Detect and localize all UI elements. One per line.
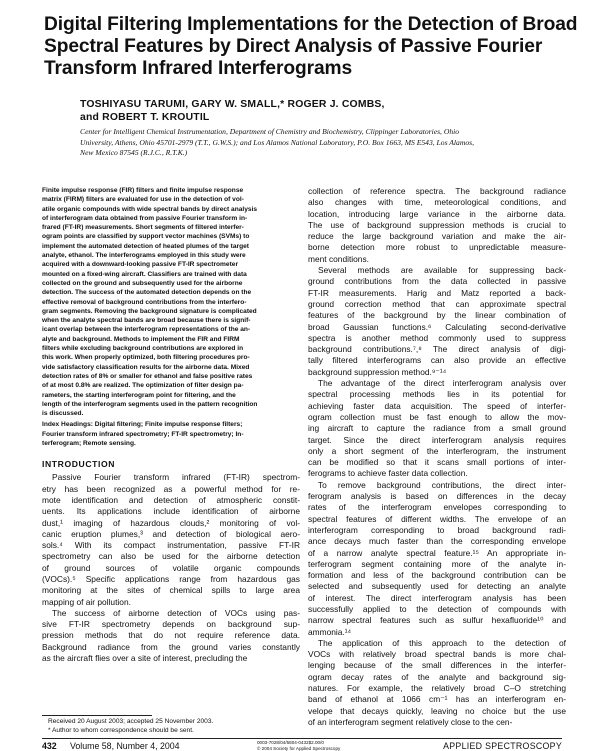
page-number: 432 — [42, 741, 57, 751]
text-line: The application of this approach to the detection of — [318, 637, 566, 648]
intro-paragraph-1 — [42, 472, 300, 608]
text-line: monitoring at the sites of chemical spills to large area — [42, 585, 300, 596]
text-line: * Author to whom correspondence should be sent. — [48, 727, 194, 734]
text-line: tally filtered interferograms can also provide an effective — [308, 355, 566, 366]
text-line: only a short segment of the interferogram, the instrument — [308, 445, 566, 456]
footer-rule — [42, 738, 562, 739]
issn-copyright — [257, 740, 340, 751]
text-line: alyte and background. Methods to implement the FIR and FIRM — [42, 335, 240, 343]
text-line: of a narrow analyte spectral feature.¹⁵ An appropriate in- — [308, 547, 566, 558]
text-line: To remove background contributions, the direct inter- — [318, 479, 566, 490]
text-line: implement the automated detection of heated plumes of the target — [42, 242, 249, 250]
text-line: Several methods are available for suppressing back- — [318, 265, 566, 276]
text-line: selected and subsequently used for detecting an analyte — [308, 581, 566, 592]
text-line: dust,¹ imaging of hazardous clouds,² monitoring of vol- — [42, 517, 300, 528]
text-line: velope that decays quickly, leaving no choice but the use — [308, 705, 566, 716]
footnote-rule — [42, 715, 152, 716]
text-line: canic eruption plumes,³ and detection of biological aero- — [42, 528, 300, 539]
text-line: borne detection more robust to unpredictable measure- — [308, 242, 566, 253]
text-line: of at most 0.8% are realized. The optimization of filter design pa- — [42, 382, 244, 390]
text-line: interferogram corresponding to broad background radi- — [308, 524, 566, 535]
text-line: rameters, the starting interferogram point for filtering, and the — [42, 391, 236, 399]
text-line: broad Gaussian functions.⁶ Calculating second-derivative — [308, 321, 566, 332]
text-line: ogram decay rates of the analyte and background sig- — [308, 671, 566, 682]
copyright-line: © 2004 Society for Applied Spectroscopy — [257, 745, 341, 751]
text-line: detection rates of 8% or smaller for ethanol and false positive rates — [42, 372, 253, 380]
text-line: vide satisfactory classification results for the airborne data. Mixed — [42, 363, 250, 371]
section-heading-introduction: INTRODUCTION — [42, 459, 116, 470]
right-column — [308, 186, 566, 728]
text-line: Fourier transform infrared spectrometry; FT-IR spectrometry; In- — [42, 430, 244, 438]
text-line: length of the interferogram segments used in the pattern recognition — [42, 400, 258, 408]
page-footer — [42, 740, 562, 750]
volume-info: Volume 58, Number 4, 2004 — [70, 741, 180, 751]
text-line: collection of reference spectra. The background radiance — [308, 186, 566, 196]
text-line: Received 20 August 2003; accepted 25 November 2003. — [48, 718, 214, 725]
text-line: icant overlap between the interferogram representations of the an- — [42, 326, 251, 334]
text-line: ogram collection must be fast enough to allow the mov- — [308, 411, 566, 422]
journal-name: APPLIED SPECTROSCOPY — [443, 741, 562, 751]
text-line: ment conditions. — [308, 253, 369, 264]
abstract — [42, 186, 300, 418]
text-line: background suppression method.⁹⁻¹⁴ — [308, 366, 447, 377]
text-line: ance decays much faster than the corresponding envelope — [308, 536, 566, 547]
paragraph-broad-bands — [308, 638, 566, 728]
left-column — [42, 186, 300, 664]
text-line: University, Athens, Ohio 45701-2979 (T.T., G.W.S.); and Los Alamos National Laboratory, P.O. Box 1663, MS E543, Los Alamos, — [80, 137, 474, 147]
text-line: FT-IR measurements. Harig and Matz reported a back- — [308, 287, 566, 298]
text-line: achieving faster data acquisition. The speed of interfer- — [308, 400, 566, 411]
text-line: terferogram segment containing more of the analyte in- — [308, 558, 566, 569]
issn-line: 0003-7028/04/5804-0432$2.00/0 — [257, 740, 324, 745]
text-line: Transform Infrared Interferograms — [44, 58, 353, 79]
text-line: as the aircraft flies over a site of interest, precluding the — [42, 653, 248, 664]
text-line: spectra is another method commonly used to suppress — [308, 332, 566, 343]
text-line: also changes with time, meteorological conditions, and — [308, 197, 566, 208]
text-line: when the analyte spectral bands are broad because there is signif- — [42, 317, 251, 325]
text-line: The success of airborne detection of VOCs using pas- — [52, 607, 300, 618]
text-line: pression methods that do not require reference data. — [42, 630, 300, 641]
text-line: ground correction method that can approximate spectral — [308, 298, 566, 309]
text-line: etry has been recognized as a powerful method for re- — [42, 483, 300, 494]
text-line: mounted on a fixed-wing aircraft. Classifiers are trained with data — [42, 270, 247, 278]
text-line: atile organic compounds with wide spectral bands by direct analysis — [42, 205, 258, 213]
text-line: sive FT-IR spectrometry depends on background sup- — [42, 619, 300, 630]
article-title — [44, 14, 578, 80]
author-list — [80, 98, 385, 124]
intro-paragraph-2 — [42, 608, 300, 664]
text-line: ammonia.¹⁴ — [308, 626, 352, 637]
text-line: detection. The success of the automated detection depends on the — [42, 289, 252, 297]
text-line: location, introducing large variance in the airborne data. — [308, 208, 566, 219]
text-line: analyte, ethanol. The interferograms employed in this study were — [42, 252, 246, 260]
text-line: TOSHIYASU TARUMI, GARY W. SMALL,* ROGER J. COMBS, — [80, 99, 385, 110]
text-line: target. Since the direct interferogram analysis requires — [308, 434, 566, 445]
text-line: of ground sources of volatile organic compounds — [42, 562, 300, 573]
text-line: formation and less of the background contribution can be — [308, 570, 566, 581]
text-line: terferogram; Remote sensing. — [42, 440, 136, 448]
paragraph-background-radiance — [308, 186, 566, 265]
text-line: spectral features of different widths. The envelope of an — [308, 513, 566, 524]
index-headings — [42, 420, 300, 448]
text-line: lenging because of the small differences in the interfer- — [308, 660, 566, 671]
text-line: and ROBERT T. KROUTIL — [80, 112, 210, 123]
text-line: uents. Its applications include identification of airborne — [42, 506, 300, 517]
text-line: Index Headings: Digital filtering; Finite impulse response filters; — [42, 421, 243, 429]
text-line: is discussed. — [42, 410, 84, 418]
text-line: natures. For example, the relatively broad C–O stretching — [308, 683, 566, 694]
text-line: narrow spectral features such as sulfur hexafluoride¹⁰ and — [308, 615, 566, 626]
text-line: New Mexico 87545 (R.J.C., R.T.K.) — [80, 148, 188, 157]
text-line: collected on the ground and subsequently used for the airborne — [42, 279, 243, 287]
text-line: The use of background suppression methods is crucial to — [308, 219, 566, 230]
affiliation — [80, 127, 560, 159]
footnotes — [48, 717, 213, 735]
text-line: can be modified so that it scans small portions of inter- — [308, 457, 566, 468]
text-line: successfully applied to the detection of compounds with — [308, 603, 566, 614]
text-line: Spectral Features by Direct Analysis of Passive Fourier — [44, 36, 543, 57]
text-line: of an interferogram segment relatively close to the cen- — [308, 716, 513, 727]
text-line: sols.⁴ With its compact instrumentation, passive FT-IR — [42, 540, 300, 551]
text-line: reduce the large background variation and make the air- — [308, 231, 566, 242]
text-line: of interferogram data obtained from passive Fourier transform in- — [42, 214, 248, 222]
text-line: VOCs with relatively broad spectral bands is more chal- — [308, 649, 566, 660]
text-line: (VOCs).⁵ Specific applications range from hazardous gas — [42, 573, 300, 584]
text-line: Center for Intelligent Chemical Instrumentation, Department of Chemistry and Biochemistry, Clippinger Laboratories, Ohio — [80, 127, 460, 136]
text-line: gram segments. Removing the background signature is complicated — [42, 307, 257, 315]
paragraph-decay-rates — [308, 480, 566, 638]
text-line: ogram points are classified by support vector machines (SVMs) to — [42, 233, 250, 241]
text-line: of interest. The direct interferogram analysis has been — [308, 592, 566, 603]
text-line: effective removal of background contributions from the interfero- — [42, 298, 247, 306]
paragraph-advantage — [308, 378, 566, 480]
text-line: Passive Fourier transform infrared (FT-IR) spectrom- — [52, 472, 300, 483]
text-line: mapping of air pollution. — [42, 596, 131, 607]
text-line: matrix (FIRM) filters are evaluated for use in the detection of vol- — [42, 196, 244, 204]
text-line: features of the background by the linear combination of — [308, 310, 566, 321]
text-line: Finite impulse response (FIR) filters and finite impulse response — [42, 187, 244, 194]
text-line: Background radiance from the ground varies constantly — [42, 641, 300, 652]
text-line: this work. When properly optimized, both filtering procedures pro- — [42, 354, 250, 362]
paragraph-suppression-methods — [308, 265, 566, 378]
text-line: rates of the interferogram envelopes corresponding to — [308, 502, 566, 513]
text-line: The advantage of the direct interferogram analysis over — [318, 378, 566, 389]
text-line: ferograms to achieve faster data collection. — [308, 468, 468, 479]
text-line: ground contributions from the data collected in passive — [308, 276, 566, 287]
text-line: ferogram analysis is based on differences in the decay — [308, 491, 566, 502]
text-line: ing aircraft to capture the radiance from a small ground — [308, 423, 566, 434]
text-line: background contributions.⁷,⁸ The direct analysis of digi- — [308, 344, 566, 355]
text-line: filters while excluding background contributions are explored in — [42, 345, 244, 353]
text-line: acquired with a downward-looking passive FT-IR spectrometer — [42, 261, 239, 269]
text-line: spectrometry can also be used for the airborne detection — [42, 551, 300, 562]
text-line: band of ethanol at 1066 cm⁻¹ has an interferogram en- — [308, 694, 566, 705]
text-line: Digital Filtering Implementations for the Detection of Broad — [44, 14, 578, 35]
text-line: spectral processing methods lies in its potential for — [308, 389, 566, 400]
text-line: mote identification and detection of atmospheric constit- — [42, 494, 300, 505]
text-line: frared (FT-IR) measurements. Short segments of filtered interfer- — [42, 224, 244, 232]
